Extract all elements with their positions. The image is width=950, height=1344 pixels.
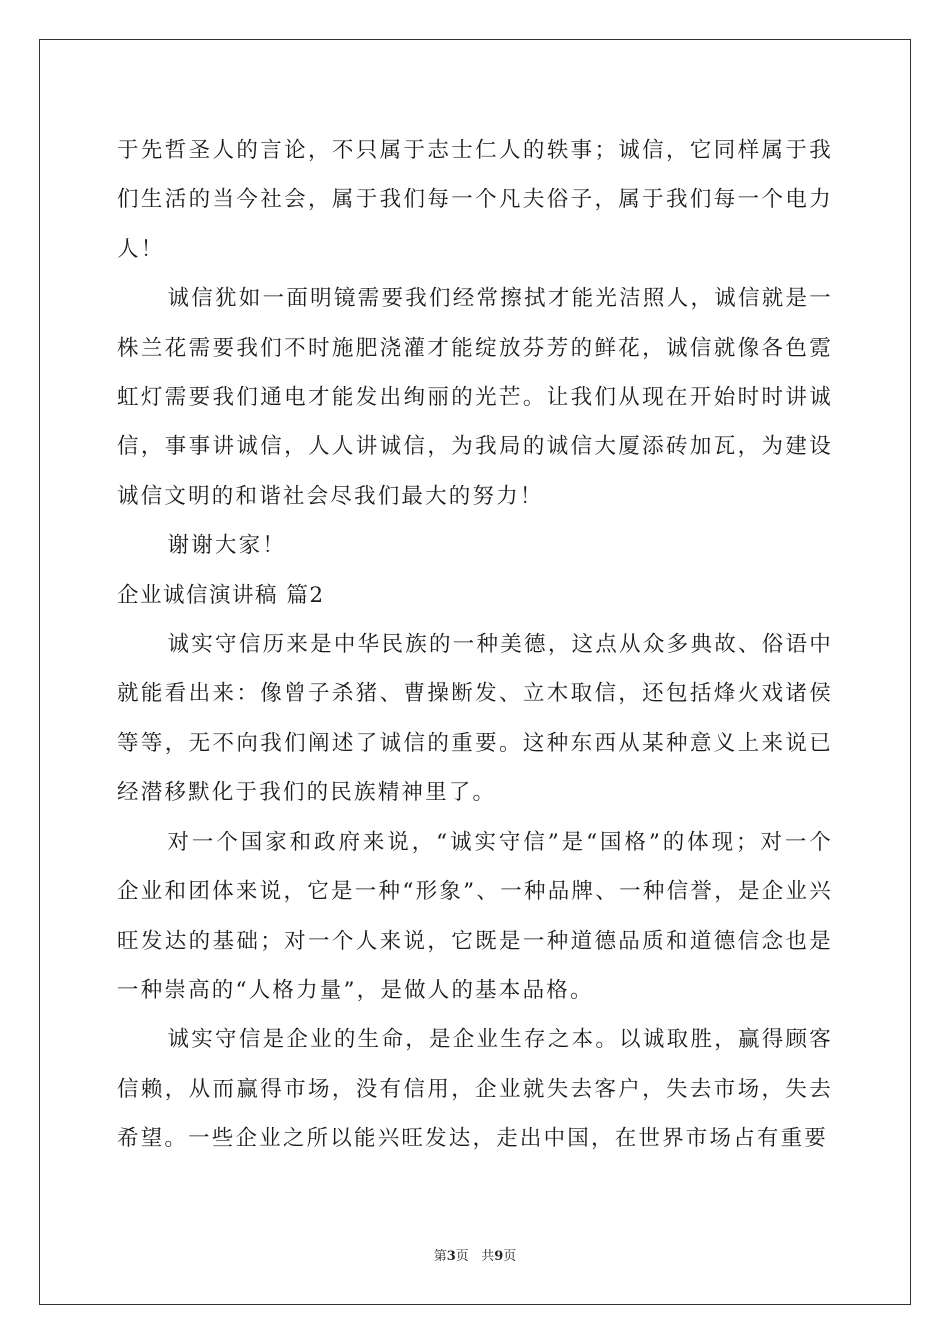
footer-total-prefix: 共: [481, 1249, 495, 1264]
paragraph-1: 于先哲圣人的言论，不只属于志士仁人的轶事；诚信，它同样属于我们生活的当今社会，属于我们每一个凡夫俗子，属于我们每一个电力人！: [117, 138, 833, 262]
section-heading: 企业诚信演讲稿 篇2: [117, 582, 325, 608]
paragraph-4: 对一个国家和政府来说，“诚实守信”是“国格”的体现；对一个企业和团体来说，它是一种“形象”、一种品牌、一种信誉，是企业兴旺发达的基础；对一个人来说，它既是一种道德品质和道德信念也是一种崇高的“人格力量”，是做人的基本品格。: [117, 829, 833, 1003]
footer-total-pages: 9: [494, 1249, 504, 1264]
page-footer: [0, 1245, 950, 1264]
paragraph-closing: 谢谢大家！: [167, 533, 287, 559]
footer-page-suffix: 页: [455, 1249, 469, 1264]
paragraph-2: 诚信犹如一面明镜需要我们经常擦拭才能光洁照人，诚信就是一株兰花需要我们不时施肥浇灌才能绽放芬芳的鲜花，诚信就像各色霓虹灯需要我们通电才能发出绚丽的光芒。让我们从现在开始时时讲诚信，事事讲诚信，人人讲诚信，为我局的诚信大厦添砖加瓦，为建设诚信文明的和谐社会尽我们最大的努力！: [117, 286, 833, 509]
footer-total-suffix: 页: [503, 1249, 517, 1264]
footer-prefix: 第: [433, 1249, 447, 1264]
paragraph-5: 诚实守信是企业的生命，是企业生存之本。以诚取胜，赢得顾客信赖，从而赢得市场，没有信用，企业就失去客户，失去市场，失去希望。一些企业之所以能兴旺发达，走出中国，在世界市场占有重要: [117, 1027, 833, 1152]
paragraph-3: 诚实守信历来是中华民族的一种美德，这点从众多典故、俗语中就能看出来：像曾子杀猪、曹操断发、立木取信，还包括烽火戏诸侯等等，无不向我们阐述了诚信的重要。这种东西从某种意义上来说已经潜移默化于我们的民族精神里了。: [117, 632, 833, 806]
document-body: [117, 126, 833, 1164]
footer-page-number: 3: [446, 1249, 456, 1264]
